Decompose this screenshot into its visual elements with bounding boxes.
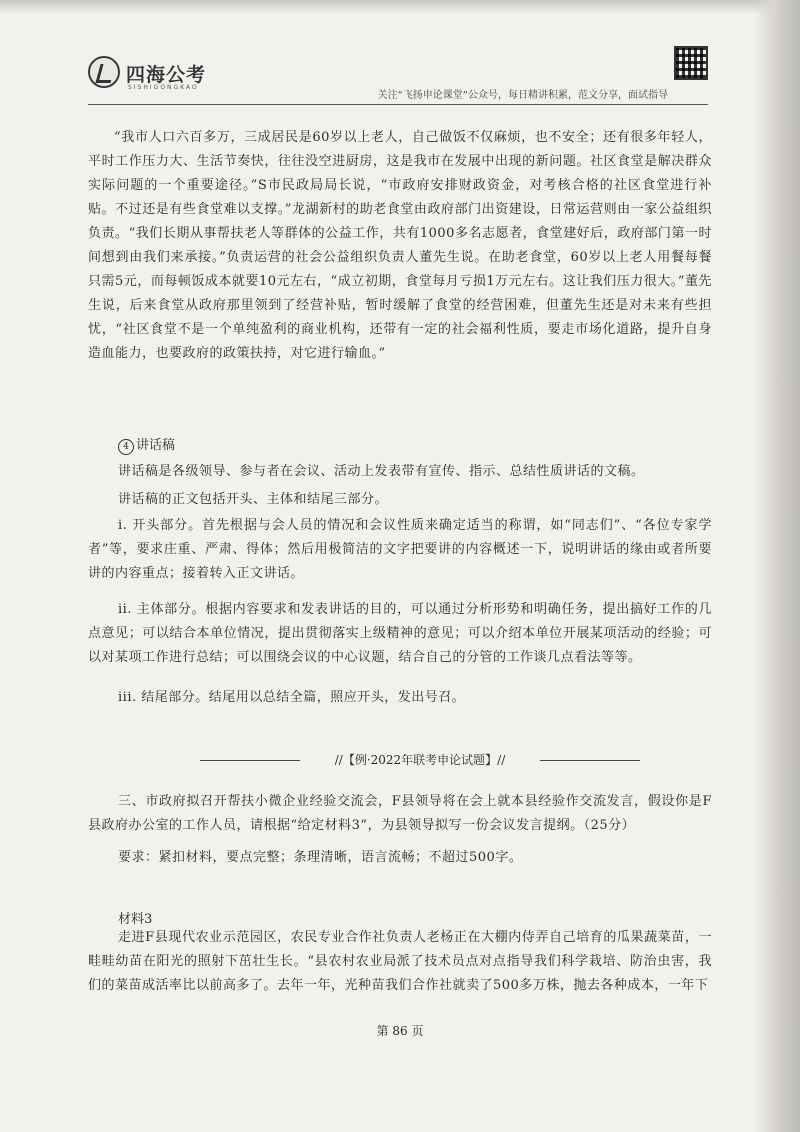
brand-name: 四海公考 bbox=[126, 64, 207, 86]
section-number-icon: 4 bbox=[118, 439, 134, 455]
scan-shadow-top bbox=[0, 0, 800, 14]
scan-shadow-right bbox=[754, 0, 800, 1132]
section-heading-text: 讲话稿 bbox=[136, 438, 176, 453]
speech-parts: 讲话稿的正文包括开头、主体和结尾三部分。 bbox=[118, 492, 389, 507]
example-divider: //【例·2022年联考申论试题】// bbox=[200, 750, 640, 770]
speech-definition: 讲话稿是各级领导、参与者在会议、活动上发表带有宣传、指示、总结性质讲话的文稿。 bbox=[118, 464, 645, 479]
material-text: 走进F县现代农业示范园区，农民专业合作社负责人老杨正在大棚内侍弄自己培育的瓜果蔬菜苗，一畦畦幼苗在阳光的照射下茁壮生长。“县农村农业局派了技术员点对点指导我们科学栽培、防治虫害，我们的菜苗成活率比以前高多了。去年一年，光种苗我们合作社就卖了500多万株，抛去各种成本，一年下 bbox=[88, 930, 712, 993]
speech-part-1: i. 开头部分。首先根据与会人员的情况和会议性质来确定适当的称谓，如“同志们”、“各位专家学者”等，要求庄重、严肃、得体；然后用极简洁的文字把要讲的内容概述一下，说明讲话的缘由或者所要讲的内容重点；接着转入正文讲话。 bbox=[88, 518, 712, 581]
brand-subtitle: SISHIGONGKAO bbox=[128, 84, 199, 91]
page-number: 第 86 页 bbox=[376, 1024, 424, 1038]
header-tagline: 关注“飞扬申论课堂”公众号，每日精讲积累，范文分享，面试指导 bbox=[377, 90, 668, 101]
exam-requirement: 要求：紧扣材料，要点完整；条理清晰，语言流畅；不超过500字。 bbox=[118, 850, 523, 865]
page-header bbox=[88, 40, 708, 106]
material-title: 材料3 bbox=[118, 912, 153, 927]
qr-code-icon bbox=[674, 46, 708, 80]
exam-question: 三、市政府拟召开帮扶小微企业经验交流会，F县领导将在会上就本县经验作交流发言，假设你是F县政府办公室的工作人员，请根据“给定材料3”，为县领导拟写一份会议发言提纲。（25分） bbox=[88, 794, 712, 833]
header-rule bbox=[88, 104, 708, 105]
speech-part-3: iii. 结尾部分。结尾用以总结全篇，照应开头，发出号召。 bbox=[118, 690, 466, 705]
section-heading bbox=[118, 434, 175, 455]
speech-part-2: ii. 主体部分。根据内容要求和发表讲话的目的，可以通过分析形势和明确任务，提出搞好工作的几点意见；可以结合本单位情况，提出贯彻落实上级精神的意见；可以介绍本单位开展某项活动的经验；可以对某项工作进行总结；可以围绕会议的中心议题，结合自己的分管的工作谈几点看法等等。 bbox=[88, 602, 712, 665]
brand-logo-icon bbox=[88, 56, 120, 88]
body-paragraph-1: “我市人口六百多万，三成居民是60岁以上老人，自己做饭不仅麻烦，也不安全；还有很多年轻人，平时工作压力大、生活节奏快，往往没空进厨房，这是我市在发展中出现的新问题。社区食堂是解决群众实际问题的一个重要途径。”S市民政局局长说，“市政府安排财政资金，对考核合格的社区食堂进行补贴。不过还是有些食堂难以支撑。”龙湖新村的助老食堂由政府部门出资建设，日常运营则由一家公益组织负责。“我们长期从事帮扶老人等群体的公益工作，共有1000多名志愿者，食堂建好后，政府部门第一时间想到由我们来承接。”负责运营的社会公益组织负责人董先生说。在助老食堂，60岁以上老人用餐每餐只需5元，而每顿饭成本就要10元左右，“成立初期，食堂每月亏损1万元左右。这让我们压力很大。”董先生说，后来食堂从政府那里领到了经营补贴，暂时缓解了食堂的经营困难，但董先生还是对未来有些担忧，“社区食堂不是一个单纯盈利的商业机构，还带有一定的社会福利性质，要走市场化道路，提升自身造血能力，也要政府的政策扶持，对它进行输血。” bbox=[88, 130, 712, 361]
